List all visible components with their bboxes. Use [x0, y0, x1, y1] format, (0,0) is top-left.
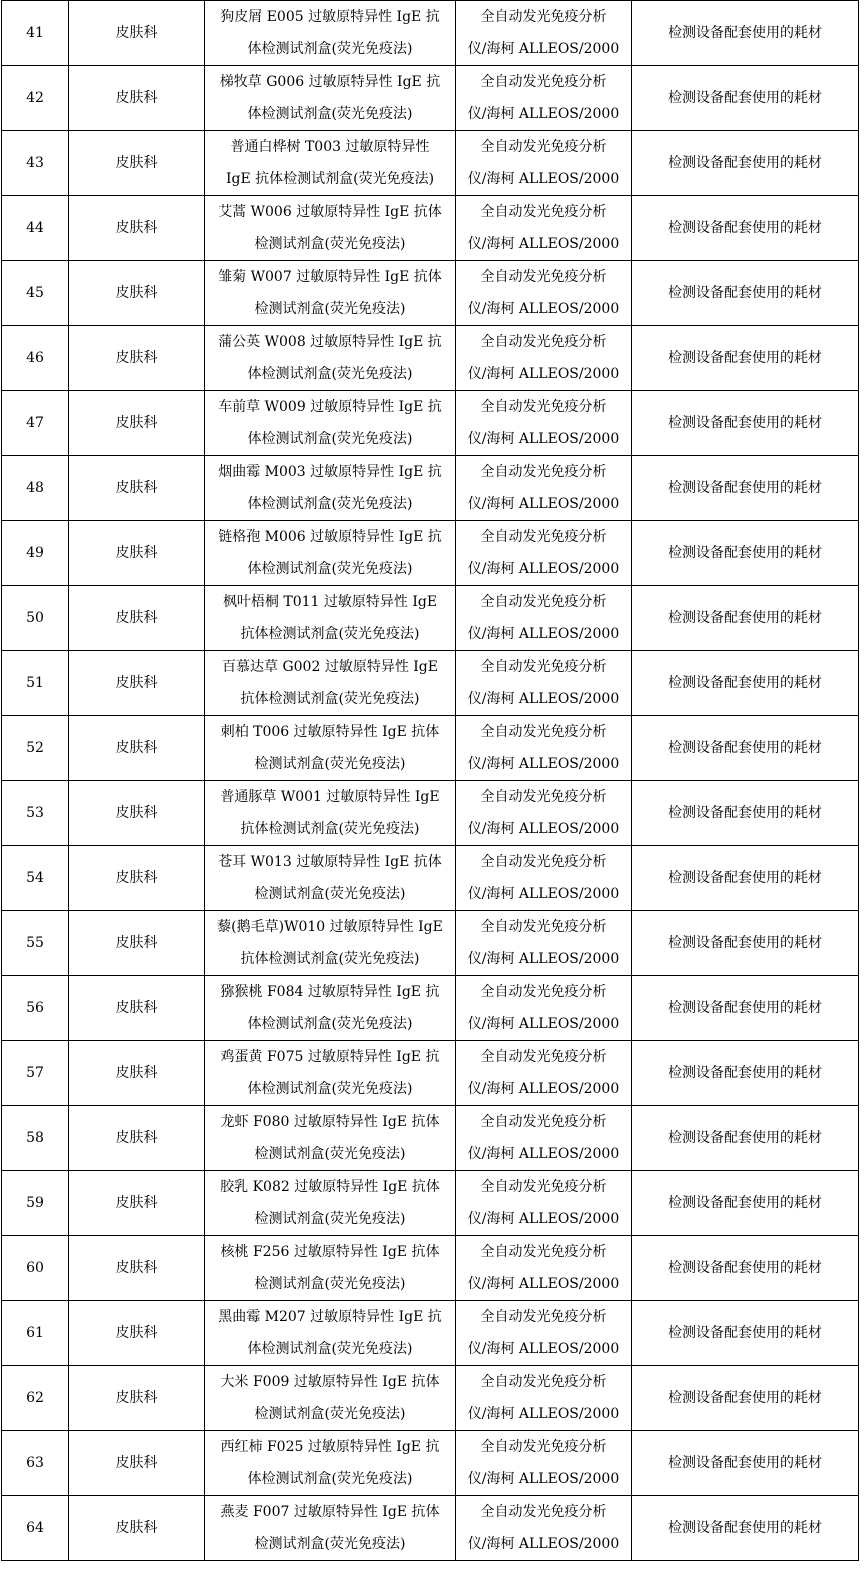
department-cell-text: 皮肤科 — [115, 25, 158, 41]
row-number-cell — [2, 521, 69, 586]
consumable-type-cell-text: 检测设备配套使用的耗材 — [668, 870, 822, 886]
row-number-cell-text: 41 — [26, 25, 44, 41]
department-cell — [69, 456, 205, 521]
row-number-cell — [2, 651, 69, 716]
device-cell-text: 全自动发光免疫分析 仪/海柯 ALLEOS/2000 — [467, 724, 620, 772]
consumable-type-cell — [632, 1431, 859, 1496]
consumable-type-cell — [632, 1171, 859, 1236]
department-cell — [69, 196, 205, 261]
row-number-cell — [2, 66, 69, 131]
device-cell — [456, 1431, 632, 1496]
device-cell — [456, 1, 632, 66]
row-number-cell-text: 60 — [26, 1260, 44, 1276]
consumable-type-cell — [632, 1106, 859, 1171]
table-row — [2, 196, 859, 261]
row-number-cell-text: 51 — [26, 675, 44, 691]
row-number-cell-text: 56 — [26, 1000, 44, 1016]
consumable-type-cell-text: 检测设备配套使用的耗材 — [668, 1325, 822, 1341]
reagent-name-cell-text: 狗皮屑 E005 过敏原特异性 IgE 抗 体检测试剂盒(荧光免疫法) — [220, 9, 440, 57]
department-cell-text: 皮肤科 — [115, 805, 158, 821]
department-cell-text: 皮肤科 — [115, 935, 158, 951]
row-number-cell-text: 63 — [26, 1455, 44, 1471]
consumable-type-cell-text: 检测设备配套使用的耗材 — [668, 220, 822, 236]
row-number-cell — [2, 1431, 69, 1496]
consumable-type-cell — [632, 456, 859, 521]
table-row — [2, 1041, 859, 1106]
reagent-name-cell — [205, 1431, 456, 1496]
reagent-name-cell-text: 梯牧草 G006 过敏原特异性 IgE 抗 体检测试剂盒(荧光免疫法) — [219, 74, 441, 122]
department-cell-text: 皮肤科 — [115, 350, 158, 366]
device-cell-text: 全自动发光免疫分析 仪/海柯 ALLEOS/2000 — [467, 1049, 620, 1097]
row-number-cell — [2, 1301, 69, 1366]
reagent-name-cell — [205, 131, 456, 196]
department-cell — [69, 1366, 205, 1431]
device-cell — [456, 1171, 632, 1236]
reagent-name-cell-text: 车前草 W009 过敏原特异性 IgE 抗 体检测试剂盒(荧光免疫法) — [218, 399, 442, 447]
reagent-name-cell — [205, 976, 456, 1041]
device-cell — [456, 911, 632, 976]
device-cell — [456, 586, 632, 651]
device-cell-text: 全自动发光免疫分析 仪/海柯 ALLEOS/2000 — [467, 1114, 620, 1162]
department-cell — [69, 976, 205, 1041]
device-cell-text: 全自动发光免疫分析 仪/海柯 ALLEOS/2000 — [467, 1309, 620, 1357]
reagent-name-cell-text: 雏菊 W007 过敏原特异性 IgE 抗体 检测试剂盒(荧光免疫法) — [218, 269, 442, 317]
row-number-cell — [2, 1, 69, 66]
reagent-name-cell — [205, 391, 456, 456]
consumable-type-cell — [632, 261, 859, 326]
row-number-cell-text: 43 — [26, 155, 44, 171]
reagent-name-cell — [205, 1106, 456, 1171]
row-number-cell — [2, 196, 69, 261]
consumable-type-cell-text: 检测设备配套使用的耗材 — [668, 675, 822, 691]
table-row — [2, 716, 859, 781]
department-cell-text: 皮肤科 — [115, 90, 158, 106]
department-cell-text: 皮肤科 — [115, 1195, 158, 1211]
department-cell — [69, 326, 205, 391]
consumable-type-cell-text: 检测设备配套使用的耗材 — [668, 1390, 822, 1406]
device-cell — [456, 521, 632, 586]
consumable-type-cell — [632, 716, 859, 781]
department-cell — [69, 1041, 205, 1106]
device-cell-text: 全自动发光免疫分析 仪/海柯 ALLEOS/2000 — [467, 204, 620, 252]
row-number-cell-text: 44 — [26, 220, 44, 236]
department-cell-text: 皮肤科 — [115, 220, 158, 236]
row-number-cell — [2, 1041, 69, 1106]
table-row — [2, 1106, 859, 1171]
department-cell — [69, 521, 205, 586]
consumable-type-cell — [632, 1, 859, 66]
department-cell — [69, 1106, 205, 1171]
reagent-name-cell-text: 藜(鹅毛草)W010 过敏原特异性 IgE 抗体检测试剂盒(荧光免疫法) — [217, 919, 443, 967]
department-cell-text: 皮肤科 — [115, 1390, 158, 1406]
row-number-cell-text: 54 — [26, 870, 44, 886]
department-cell — [69, 1171, 205, 1236]
device-cell-text: 全自动发光免疫分析 仪/海柯 ALLEOS/2000 — [467, 919, 620, 967]
device-cell — [456, 391, 632, 456]
device-cell — [456, 1106, 632, 1171]
row-number-cell-text: 52 — [26, 740, 44, 756]
reagent-name-cell — [205, 586, 456, 651]
device-cell — [456, 1496, 632, 1561]
consumable-type-cell-text: 检测设备配套使用的耗材 — [668, 1195, 822, 1211]
consumable-type-cell — [632, 911, 859, 976]
reagent-name-cell-text: 刺柏 T006 过敏原特异性 IgE 抗体 检测试剂盒(荧光免疫法) — [220, 724, 440, 772]
row-number-cell — [2, 976, 69, 1041]
row-number-cell — [2, 456, 69, 521]
table-row — [2, 1236, 859, 1301]
reagent-name-cell-text: 胶乳 K082 过敏原特异性 IgE 抗体 检测试剂盒(荧光免疫法) — [220, 1179, 440, 1227]
row-number-cell — [2, 326, 69, 391]
device-cell — [456, 66, 632, 131]
reagent-name-cell — [205, 846, 456, 911]
device-cell — [456, 976, 632, 1041]
reagent-name-cell — [205, 66, 456, 131]
device-cell-text: 全自动发光免疫分析 仪/海柯 ALLEOS/2000 — [467, 464, 620, 512]
device-cell — [456, 1301, 632, 1366]
consumable-type-cell-text: 检测设备配套使用的耗材 — [668, 480, 822, 496]
row-number-cell-text: 49 — [26, 545, 44, 561]
department-cell — [69, 1496, 205, 1561]
device-cell — [456, 456, 632, 521]
reagent-name-cell — [205, 1366, 456, 1431]
reagent-name-cell-text: 猕猴桃 F084 过敏原特异性 IgE 抗 体检测试剂盒(荧光免疫法) — [220, 984, 440, 1032]
device-cell — [456, 1041, 632, 1106]
department-cell-text: 皮肤科 — [115, 740, 158, 756]
department-cell — [69, 911, 205, 976]
row-number-cell-text: 45 — [26, 285, 44, 301]
row-number-cell — [2, 1171, 69, 1236]
consumable-type-cell — [632, 66, 859, 131]
consumable-type-cell — [632, 1041, 859, 1106]
row-number-cell — [2, 1366, 69, 1431]
reagent-name-cell-text: 百慕达草 G002 过敏原特异性 IgE 抗体检测试剂盒(荧光免疫法) — [222, 659, 438, 707]
reagent-name-cell — [205, 261, 456, 326]
table-row — [2, 1496, 859, 1561]
department-cell-text: 皮肤科 — [115, 480, 158, 496]
consumable-type-cell — [632, 976, 859, 1041]
device-cell — [456, 716, 632, 781]
department-cell-text: 皮肤科 — [115, 1000, 158, 1016]
device-cell-text: 全自动发光免疫分析 仪/海柯 ALLEOS/2000 — [467, 659, 620, 707]
department-cell — [69, 1431, 205, 1496]
consumable-type-cell — [632, 1496, 859, 1561]
device-cell-text: 全自动发光免疫分析 仪/海柯 ALLEOS/2000 — [467, 1504, 620, 1552]
consumable-type-cell — [632, 391, 859, 456]
device-cell-text: 全自动发光免疫分析 仪/海柯 ALLEOS/2000 — [467, 1374, 620, 1422]
department-cell-text: 皮肤科 — [115, 1130, 158, 1146]
department-cell — [69, 1, 205, 66]
reagent-name-cell — [205, 1301, 456, 1366]
table-row — [2, 1, 859, 66]
reagent-name-cell-text: 黑曲霉 M207 过敏原特异性 IgE 抗 体检测试剂盒(荧光免疫法) — [218, 1309, 442, 1357]
consumable-type-cell-text: 检测设备配套使用的耗材 — [668, 25, 822, 41]
row-number-cell-text: 47 — [26, 415, 44, 431]
row-number-cell-text: 58 — [26, 1130, 44, 1146]
department-cell-text: 皮肤科 — [115, 1455, 158, 1471]
department-cell-text: 皮肤科 — [115, 870, 158, 886]
table-row — [2, 651, 859, 716]
department-cell — [69, 716, 205, 781]
row-number-cell — [2, 391, 69, 456]
table-row — [2, 976, 859, 1041]
department-cell-text: 皮肤科 — [115, 1065, 158, 1081]
reagent-name-cell — [205, 911, 456, 976]
department-cell — [69, 131, 205, 196]
consumable-type-cell — [632, 131, 859, 196]
table-row — [2, 456, 859, 521]
department-cell-text: 皮肤科 — [115, 285, 158, 301]
row-number-cell-text: 53 — [26, 805, 44, 821]
consumable-type-cell — [632, 1236, 859, 1301]
row-number-cell-text: 42 — [26, 90, 44, 106]
device-cell — [456, 1366, 632, 1431]
reagent-name-cell-text: 燕麦 F007 过敏原特异性 IgE 抗体 检测试剂盒(荧光免疫法) — [220, 1504, 440, 1552]
department-cell-text: 皮肤科 — [115, 155, 158, 171]
device-cell-text: 全自动发光免疫分析 仪/海柯 ALLEOS/2000 — [467, 334, 620, 382]
department-cell-text: 皮肤科 — [115, 610, 158, 626]
consumable-type-cell-text: 检测设备配套使用的耗材 — [668, 1455, 822, 1471]
reagent-name-cell — [205, 781, 456, 846]
department-cell-text: 皮肤科 — [115, 1325, 158, 1341]
table-body — [2, 1, 859, 1561]
row-number-cell-text: 55 — [26, 935, 44, 951]
department-cell — [69, 261, 205, 326]
consumable-type-cell-text: 检测设备配套使用的耗材 — [668, 415, 822, 431]
row-number-cell — [2, 261, 69, 326]
reagent-name-cell — [205, 196, 456, 261]
device-cell-text: 全自动发光免疫分析 仪/海柯 ALLEOS/2000 — [467, 854, 620, 902]
device-cell — [456, 1236, 632, 1301]
device-cell-text: 全自动发光免疫分析 仪/海柯 ALLEOS/2000 — [467, 9, 620, 57]
reagent-name-cell-text: 龙虾 F080 过敏原特异性 IgE 抗体 检测试剂盒(荧光免疫法) — [220, 1114, 440, 1162]
device-cell — [456, 846, 632, 911]
consumable-type-cell-text: 检测设备配套使用的耗材 — [668, 545, 822, 561]
device-cell — [456, 131, 632, 196]
table-row — [2, 391, 859, 456]
consumable-type-cell-text: 检测设备配套使用的耗材 — [668, 740, 822, 756]
reagent-name-cell-text: 大米 F009 过敏原特异性 IgE 抗体 检测试剂盒(荧光免疫法) — [220, 1374, 440, 1422]
table-row — [2, 781, 859, 846]
consumable-type-cell — [632, 846, 859, 911]
reagent-name-cell-text: 链格孢 M006 过敏原特异性 IgE 抗 体检测试剂盒(荧光免疫法) — [218, 529, 442, 577]
department-cell-text: 皮肤科 — [115, 675, 158, 691]
row-number-cell-text: 64 — [26, 1520, 44, 1536]
department-cell-text: 皮肤科 — [115, 1520, 158, 1536]
department-cell — [69, 586, 205, 651]
row-number-cell — [2, 781, 69, 846]
device-cell-text: 全自动发光免疫分析 仪/海柯 ALLEOS/2000 — [467, 984, 620, 1032]
department-cell — [69, 1301, 205, 1366]
reagent-name-cell-text: 枫叶梧桐 T011 过敏原特异性 IgE 抗体检测试剂盒(荧光免疫法) — [222, 594, 438, 642]
consumable-type-cell-text: 检测设备配套使用的耗材 — [668, 1130, 822, 1146]
row-number-cell-text: 57 — [26, 1065, 44, 1081]
consumable-type-cell-text: 检测设备配套使用的耗材 — [668, 805, 822, 821]
consumable-type-cell-text: 检测设备配套使用的耗材 — [668, 285, 822, 301]
consumable-type-cell — [632, 651, 859, 716]
reagent-name-cell — [205, 1236, 456, 1301]
row-number-cell — [2, 1106, 69, 1171]
device-cell-text: 全自动发光免疫分析 仪/海柯 ALLEOS/2000 — [467, 529, 620, 577]
department-cell — [69, 391, 205, 456]
consumable-type-cell-text: 检测设备配套使用的耗材 — [668, 1065, 822, 1081]
row-number-cell — [2, 911, 69, 976]
device-cell — [456, 196, 632, 261]
consumable-type-cell — [632, 521, 859, 586]
department-cell — [69, 781, 205, 846]
consumable-type-cell — [632, 1366, 859, 1431]
department-cell-text: 皮肤科 — [115, 1260, 158, 1276]
row-number-cell — [2, 1496, 69, 1561]
row-number-cell-text: 48 — [26, 480, 44, 496]
reagent-name-cell-text: 普通豚草 W001 过敏原特异性 IgE 抗体检测试剂盒(荧光免疫法) — [220, 789, 440, 837]
table-row — [2, 326, 859, 391]
department-cell-text: 皮肤科 — [115, 415, 158, 431]
department-cell — [69, 651, 205, 716]
row-number-cell — [2, 716, 69, 781]
table-row — [2, 66, 859, 131]
row-number-cell — [2, 846, 69, 911]
table-row — [2, 911, 859, 976]
row-number-cell-text: 59 — [26, 1195, 44, 1211]
device-cell-text: 全自动发光免疫分析 仪/海柯 ALLEOS/2000 — [467, 789, 620, 837]
reagent-name-cell-text: 蒲公英 W008 过敏原特异性 IgE 抗 体检测试剂盒(荧光免疫法) — [218, 334, 442, 382]
consumable-type-cell-text: 检测设备配套使用的耗材 — [668, 610, 822, 626]
consumable-type-cell-text: 检测设备配套使用的耗材 — [668, 1260, 822, 1276]
department-cell — [69, 66, 205, 131]
device-cell-text: 全自动发光免疫分析 仪/海柯 ALLEOS/2000 — [467, 399, 620, 447]
consumable-type-cell-text: 检测设备配套使用的耗材 — [668, 1520, 822, 1536]
reagent-name-cell — [205, 716, 456, 781]
device-cell-text: 全自动发光免疫分析 仪/海柯 ALLEOS/2000 — [467, 269, 620, 317]
device-cell-text: 全自动发光免疫分析 仪/海柯 ALLEOS/2000 — [467, 1244, 620, 1292]
reagent-name-cell — [205, 326, 456, 391]
consumable-type-cell-text: 检测设备配套使用的耗材 — [668, 155, 822, 171]
reagent-name-cell — [205, 521, 456, 586]
reagent-name-cell — [205, 1, 456, 66]
table-row — [2, 1301, 859, 1366]
row-number-cell — [2, 1236, 69, 1301]
table-row — [2, 846, 859, 911]
device-cell — [456, 781, 632, 846]
table-row — [2, 586, 859, 651]
device-cell-text: 全自动发光免疫分析 仪/海柯 ALLEOS/2000 — [467, 1179, 620, 1227]
device-cell-text: 全自动发光免疫分析 仪/海柯 ALLEOS/2000 — [467, 74, 620, 122]
department-cell — [69, 1236, 205, 1301]
row-number-cell-text: 46 — [26, 350, 44, 366]
reagent-name-cell-text: 鸡蛋黄 F075 过敏原特异性 IgE 抗 体检测试剂盒(荧光免疫法) — [220, 1049, 440, 1097]
consumable-type-cell-text: 检测设备配套使用的耗材 — [668, 350, 822, 366]
table-row — [2, 1171, 859, 1236]
reagent-name-cell — [205, 1496, 456, 1561]
device-cell-text: 全自动发光免疫分析 仪/海柯 ALLEOS/2000 — [467, 139, 620, 187]
consumable-type-cell-text: 检测设备配套使用的耗材 — [668, 935, 822, 951]
reagent-name-cell — [205, 1171, 456, 1236]
reagent-name-cell — [205, 1041, 456, 1106]
consumable-type-cell — [632, 1301, 859, 1366]
device-cell-text: 全自动发光免疫分析 仪/海柯 ALLEOS/2000 — [467, 1439, 620, 1487]
consumable-type-cell — [632, 586, 859, 651]
table-row — [2, 261, 859, 326]
consumable-type-cell — [632, 196, 859, 261]
table-row — [2, 521, 859, 586]
table-row — [2, 1431, 859, 1496]
reagent-name-cell-text: 普通白桦树 T003 过敏原特异性 IgE 抗体检测试剂盒(荧光免疫法) — [225, 139, 435, 187]
device-cell — [456, 261, 632, 326]
reagent-name-cell-text: 核桃 F256 过敏原特异性 IgE 抗体 检测试剂盒(荧光免疫法) — [220, 1244, 440, 1292]
reagent-name-cell-text: 烟曲霉 M003 过敏原特异性 IgE 抗 体检测试剂盒(荧光免疫法) — [218, 464, 442, 512]
reagent-name-cell-text: 艾蒿 W006 过敏原特异性 IgE 抗体 检测试剂盒(荧光免疫法) — [218, 204, 442, 252]
consumable-type-cell — [632, 326, 859, 391]
row-number-cell-text: 50 — [26, 610, 44, 626]
row-number-cell-text: 61 — [26, 1325, 44, 1341]
consumable-type-cell-text: 检测设备配套使用的耗材 — [668, 1000, 822, 1016]
device-cell-text: 全自动发光免疫分析 仪/海柯 ALLEOS/2000 — [467, 594, 620, 642]
table-row — [2, 1366, 859, 1431]
device-cell — [456, 326, 632, 391]
consumables-table — [1, 0, 859, 1561]
consumable-type-cell — [632, 781, 859, 846]
reagent-name-cell — [205, 651, 456, 716]
reagent-name-cell — [205, 456, 456, 521]
row-number-cell — [2, 131, 69, 196]
device-cell — [456, 651, 632, 716]
row-number-cell-text: 62 — [26, 1390, 44, 1406]
row-number-cell — [2, 586, 69, 651]
department-cell-text: 皮肤科 — [115, 545, 158, 561]
department-cell — [69, 846, 205, 911]
table-row — [2, 131, 859, 196]
consumable-type-cell-text: 检测设备配套使用的耗材 — [668, 90, 822, 106]
reagent-name-cell-text: 西红柿 F025 过敏原特异性 IgE 抗 体检测试剂盒(荧光免疫法) — [220, 1439, 440, 1487]
reagent-name-cell-text: 苍耳 W013 过敏原特异性 IgE 抗体 检测试剂盒(荧光免疫法) — [218, 854, 442, 902]
